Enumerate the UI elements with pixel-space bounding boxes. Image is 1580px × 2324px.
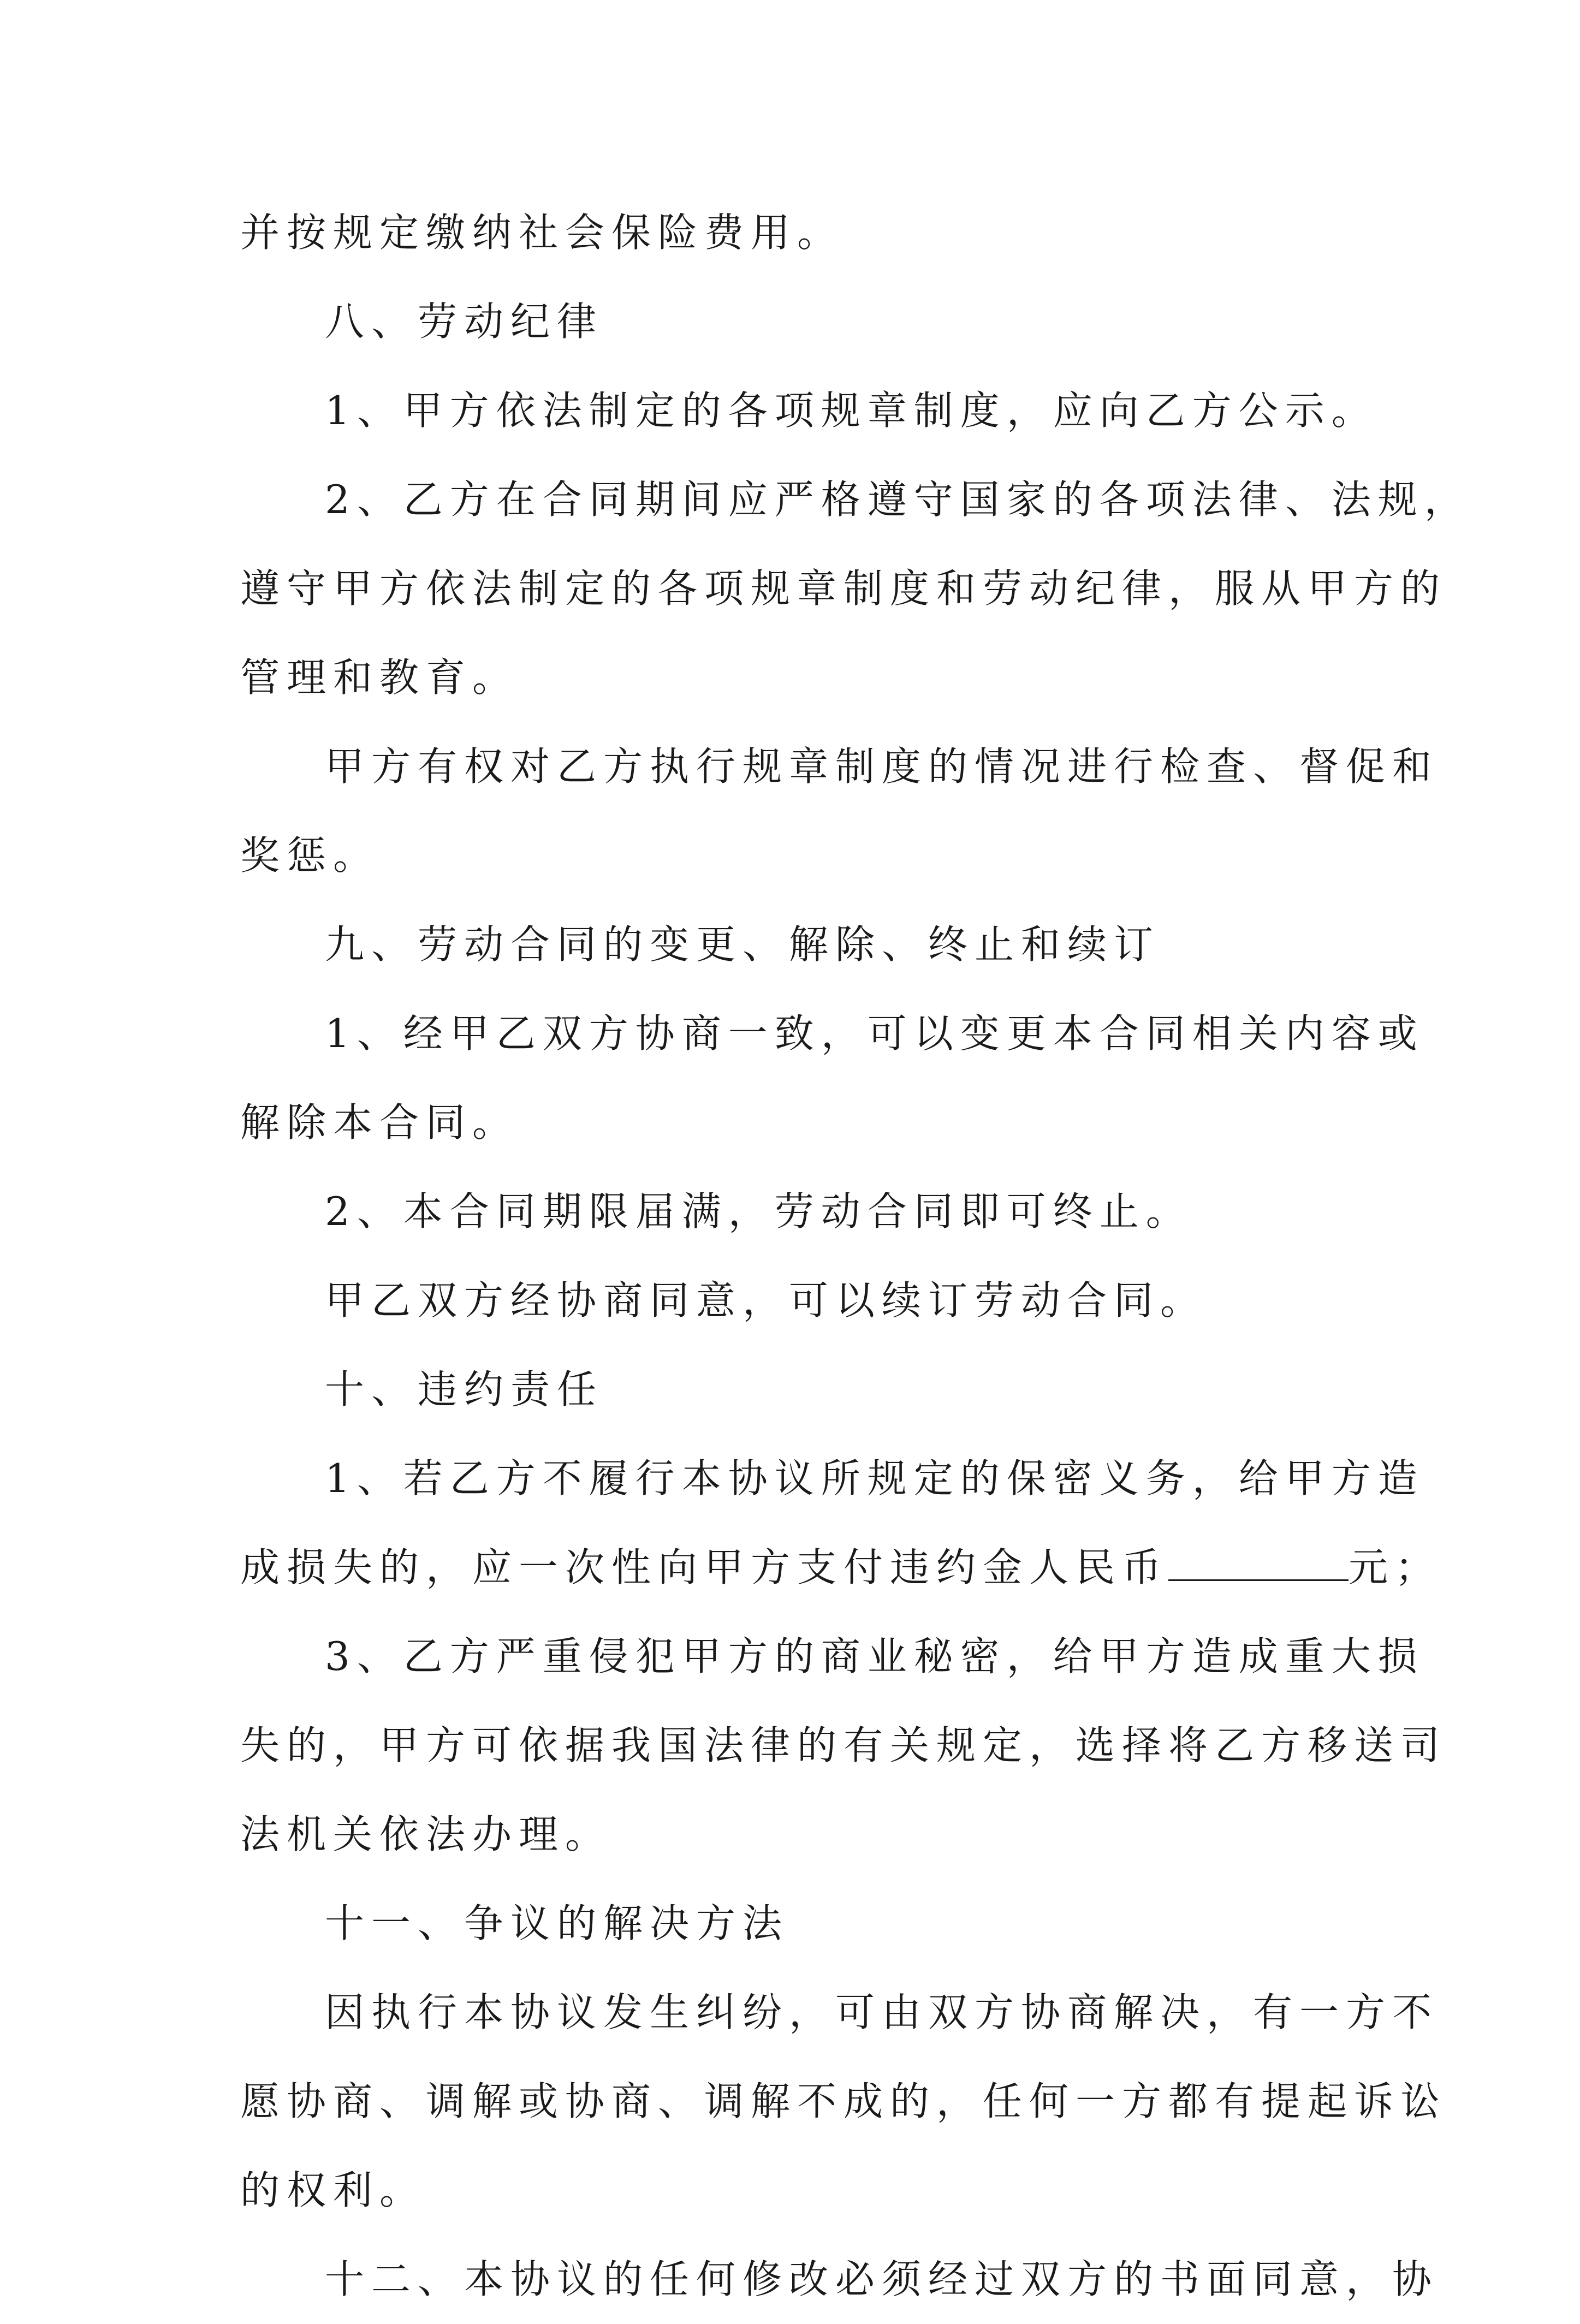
section-heading-dispute: 十一、争议的解决方法 <box>325 1900 789 1946</box>
paragraph-line: 2、乙方在合同期间应严格遵守国家的各项法律、法规， <box>325 477 1471 522</box>
paragraph-line: 因执行本协议发生纠纷，可由双方协商解决，有一方不 <box>325 1989 1439 2035</box>
paragraph-line: 奖惩。 <box>240 833 380 878</box>
paragraph-line: 2、本合同期限届满，劳动合同即可终止。 <box>325 1188 1192 1234</box>
paragraph-line: 遵守甲方依法制定的各项规章制度和劳动纪律，服从甲方的 <box>240 566 1447 611</box>
paragraph-line: 失的，甲方可依据我国法律的有关规定，选择将乙方移送司 <box>240 1722 1447 1768</box>
document-body <box>240 188 1471 2324</box>
paragraph-line: 愿协商、调解或协商、调解不成的，任何一方都有提起诉讼 <box>240 2078 1447 2124</box>
penalty-unit: 元； <box>1349 1544 1442 1590</box>
section-heading-contract-changes: 九、劳动合同的变更、解除、终止和续订 <box>325 922 1161 967</box>
paragraph-line: 并按规定缴纳社会保险费用。 <box>240 210 844 255</box>
section-heading-labor-discipline: 八、劳动纪律 <box>325 299 604 344</box>
paragraph-line: 1、若乙方不履行本协议所规定的保密义务，给甲方造 <box>325 1455 1424 1501</box>
paragraph-line: 1、经甲乙双方协商一致，可以变更本合同相关内容或 <box>325 1011 1424 1056</box>
paragraph-line: 甲方有权对乙方执行规章制度的情况进行检查、督促和 <box>325 744 1439 789</box>
penalty-text: 成损失的，应一次性向甲方支付违约金人民币 <box>240 1544 1169 1590</box>
paragraph-line: 甲乙双方经协商同意，可以续订劳动合同。 <box>325 1277 1207 1323</box>
amount-blank-field <box>1168 1548 1349 1581</box>
paragraph-line: 的权利。 <box>240 2167 426 2213</box>
paragraph-line: 解除本合同。 <box>240 1099 519 1145</box>
paragraph-line-with-blank <box>240 1523 1442 1612</box>
paragraph-line: 十二、本协议的任何修改必须经过双方的书面同意，协 <box>325 2256 1439 2302</box>
paragraph-line: 法机关依法办理。 <box>240 1811 612 1857</box>
section-heading-liability: 十、违约责任 <box>325 1366 604 1412</box>
paragraph-line: 3、乙方严重侵犯甲方的商业秘密，给甲方造成重大损 <box>325 1633 1424 1679</box>
paragraph-line: 管理和教育。 <box>240 655 519 700</box>
paragraph-line: 1、甲方依法制定的各项规章制度，应向乙方公示。 <box>325 388 1378 433</box>
